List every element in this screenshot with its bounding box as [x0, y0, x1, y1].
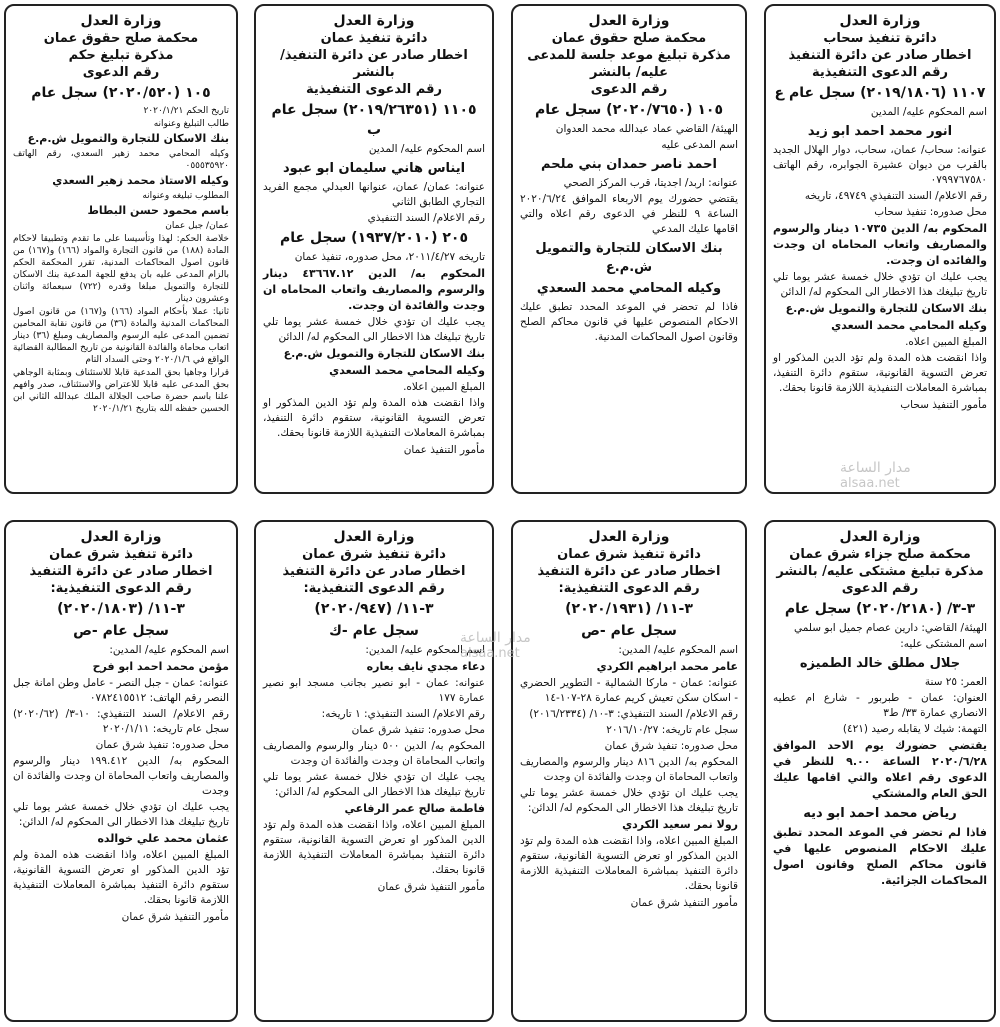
body-text: محل صدوره: تنفيذ شرق عمان [95, 739, 229, 751]
body-text: رقم الاعلام/ السند التنفيذي ٤٩٧٤٩، تاريخه [804, 190, 987, 202]
ministry-title: وزارة العدل [333, 13, 415, 29]
party-name: انور محمد احمد ابو زيد [807, 124, 953, 139]
heading-line: اخطار صادر عن دائرة التنفيذ [788, 48, 972, 63]
small-text: المطلوب تبليغه وعنوانه [142, 191, 229, 201]
body-text: العنوان: عمان - طبربور - شارع ام عطيه الانصاري عمارة ٣٣/ ط٣ [773, 692, 987, 719]
body-text-bold: فاذا لم تحضر في الموعد المحدد تطبق عليك الاحكام المنصوص عليها في قانون محاكم الصلح وقانون اصول المحاكمات الجزائية. [773, 826, 987, 887]
body-text: يجب عليك ان تؤدي خلال خمسة عشر يوما تلي تاريخ تبليغك هذا الاخطار الى المحكوم له/ الدائن [263, 316, 485, 343]
notice-sahab-execution [764, 4, 996, 494]
body-text: يجب عليك ان تؤدي خلال خمسة عشر يوما تلي تاريخ تبليغك هذا الاخطار الى المحكوم له/ الدائن: [13, 801, 229, 828]
body-text: المحكوم به/ الدين ٥٠٠ دينار والرسوم والمصاريف واتعاب المحاماة ان وجدت والفائدة ان وجدت [263, 740, 485, 767]
heading-line: مذكرة تبليغ موعد جلسة للمدعى [527, 48, 731, 63]
body-text: واذا انقضت هذه المدة ولم تؤد الدين المذكور او تعرض التسوية القانونية، ستقوم دائرة التنفيذ، بمباشرة المعاملات التنفيذية اللازمة قانونا بحقك. [263, 397, 485, 439]
heading-line: مذكرة تبليغ مشتكى عليه/ بالنشر [776, 564, 984, 579]
body-text: رقم الاعلام/ السند التنفيذي [367, 212, 485, 224]
heading-line: رقم الدعوى [82, 65, 160, 80]
body-text: العمر: ٢٥ سنة [924, 676, 987, 688]
body-text: فاذا لم تحضر في الموعد المحدد تطبق عليك الاحكام المنصوص عليها في قانون محاكم الصلح وقانون اصول المحاكمات المدنية. [520, 301, 738, 343]
body-text-bold: وكيله المحامي محمد السعدي [329, 364, 485, 377]
watermark-latin: alsaa.net [840, 476, 900, 491]
heading-line: دائرة تنفيذ سحاب [823, 31, 937, 46]
body-text-bold: عثمان محمد علي خوالده [97, 832, 229, 845]
heading-line: دائرة تنفيذ شرق عمان [557, 547, 701, 562]
heading-line: عليه/ بالنشر [590, 65, 668, 80]
watermark-arabic: مدار الساعة [460, 630, 531, 646]
ministry-title: وزارة العدل [333, 529, 415, 545]
heading-line: محكمة صلح جزاء شرق عمان [789, 547, 971, 562]
body-text-bold: فاطمة صالح عمر الرفاعي [344, 802, 485, 815]
body-text: رقم الاعلام/ السند التنفيذي: ١٠-٣/ (٢٠٢٠/٦٢) سجل عام تاريخه: ٢٠٢٠/١/١١ [13, 708, 229, 735]
body-text: يجب عليك ان تؤدي خلال خمسة عشر يوما تلي تاريخ تبليغك هذا الاخطار الى المحكوم له/ الدائن: [520, 787, 738, 814]
body-text: عنوانه: عمان - ماركا الشمالية - التطوير الحضري - اسكان سكن تعيش كريم عمارة ٢٨-١٠٧-١٤ [520, 677, 738, 704]
heading-line: دائرة تنفيذ عمان [320, 31, 428, 46]
body-text: الهيئة/ القاضي: دارين عصام جميل ابو سلمي [793, 622, 987, 634]
signature-line: مأمور التنفيذ عمان [403, 444, 485, 456]
body-text: اسم المحكوم عليه/ المدين: [109, 644, 229, 656]
party-name: احمد ناصر حمدان بني ملحم [541, 157, 717, 172]
body-text-bold: يقتضي حضورك يوم الاحد الموافق ٢٠٢٠/٦/٢٨ الساعة ٩.٠٠ للنظر في الدعوى رقم اعلاه والتي اقامها عليك الحق العام والمشتكي [773, 739, 987, 800]
case-number: سجل عام -ص [73, 623, 169, 639]
body-text-bold: باسم محمود حسن البطاط [87, 204, 229, 217]
heading-line: اخطار صادر عن دائرة التنفيذ [282, 564, 466, 579]
heading-line: رقم الدعوى التنفيذية: [303, 581, 445, 596]
notice-east-amman-execution-1803 [4, 520, 238, 1022]
body-text-bold: وكيله المحامي محمد السعدي [831, 319, 987, 332]
case-number: سجل عام -ك [329, 623, 419, 639]
watermark-latin: alsaa.net [460, 646, 520, 661]
body-text: اسم المحكوم عليه/ المدين [870, 106, 987, 118]
body-text: اسم المحكوم عليه/ المدين: [618, 644, 738, 656]
body-text-bold: رولا نمر سعيد الكردي [622, 818, 738, 831]
body-text: محل صدوره: تنفيذ سحاب [874, 206, 987, 218]
notice-amman-court-session [511, 4, 747, 494]
ministry-title: وزارة العدل [80, 13, 162, 29]
body-text: محل صدوره: تنفيذ شرق عمان [351, 724, 485, 736]
case-number: ٣-١١/ (٢٠٢٠/١٩٣١) [565, 601, 693, 617]
heading-line: دائرة تنفيذ شرق عمان [302, 547, 446, 562]
heading-line: محكمة صلح حقوق عمان [551, 31, 707, 46]
body-text: تاريخه ٢٠١١/٤/٢٧، محل صدوره، تنفيذ عمان [294, 251, 485, 263]
body-text: رقم الاعلام/ السند التنفيذي: ٣-١٠/ (٢٠١٦/٢٣٣٤) [529, 708, 738, 720]
signature-line: مأمور التنفيذ سحاب [900, 399, 987, 411]
body-text: عنوانه: اربد/ اجديتا، قرب المركز الصحي [563, 177, 738, 189]
case-number: ١٠٥ (٢٠٢٠/٥٢٠) سجل عام [31, 85, 211, 101]
body-text: اسم المشتكى عليه: [900, 638, 987, 650]
ministry-title: وزارة العدل [588, 13, 670, 29]
body-text-bold: وكيله الاستاذ محمد زهير السعدي [52, 174, 229, 187]
body-text: عنوانه: عمان - ابو نصير بجانب مسجد ابو نصير عمارة ١٧٧ [263, 677, 485, 704]
party-name: جلال مطلق خالد الطميزه [799, 656, 961, 671]
body-text: واذا انقضت هذه المدة ولم تؤد الدين المذكور او تعرض التسوية القانونية، ستقوم دائرة التنفيذ، بمباشرة المعاملات التنفيذية اللازمة قانونا بحقك. [773, 352, 987, 394]
notice-east-amman-criminal-court [764, 520, 996, 1022]
case-number: ١٠٥ (٢٠٢٠/٧٦٥٠) سجل عام [535, 102, 723, 118]
body-text: عنوانه: عمان/ عمان، عنوانها العبدلي مجمع الفريد التجاري الطابق الثاني [263, 181, 485, 208]
heading-line: محكمة صلح حقوق عمان [43, 31, 199, 46]
party-name: ايناس هاني سليمان ابو عبود [282, 161, 466, 176]
case-number: ٢٠٥ (١٩٣٧/٢٠١٠) سجل عام [280, 230, 468, 246]
heading-line: رقم الدعوى التنفيذية: [558, 581, 700, 596]
notice-amman-judgment [4, 4, 238, 494]
body-text-bold: مؤمن محمد احمد ابو فرح [92, 660, 229, 673]
body-text: يقتضي حضورك يوم الاربعاء الموافق ٢٠٢٠/٦/٢٤ الساعة ٩ للنظر في الدعوى رقم اعلاه والتي اقامها عليك المدعي [520, 193, 738, 235]
ministry-title: وزارة العدل [588, 529, 670, 545]
body-text: اسم المحكوم عليه/ المدين [368, 143, 485, 155]
body-text: عنوانه: عمان - جبل النصر - عامل وطن امانة جبل النصر رقم الهاتف: ٠٧٨٢٤١٥٥١٢ [13, 677, 229, 704]
signature-line: مأمور التنفيذ شرق عمان [630, 897, 738, 909]
heading-line: رقم الدعوى [841, 581, 919, 596]
case-number: ٣-١١/ (٢٠٢٠/١٨٠٣) [57, 601, 185, 617]
body-text-bold: المحكوم به/ الدين ١٠٧٣٥ دينار والرسوم والمصاريف واتعاب المحاماه ان وجدت والفائده ان وجدت. [773, 222, 987, 267]
body-text: اسم المحكوم عليه/ المدين: [365, 644, 485, 656]
body-text: المبلغ المبين اعلاه. [905, 336, 987, 348]
body-text: الهيئة/ القاضي عماد عبدالله محمد العدوان [555, 123, 738, 135]
body-text: المحكوم به/ الدين ١٩٩.٤١٢ دينار والرسوم والمصاريف واتعاب المحاماة ان وجدت والفائدة ان وجدت [13, 755, 229, 797]
body-text: سجل عام تاريخه: ٢٠١٦/١٠/٢٧ [606, 724, 738, 736]
heading-line: مذكرة تبليغ حكم [68, 48, 174, 63]
body-text: المحكوم به/ الدين ٨١٦ دينار والرسوم والمصاريف واتعاب المحاماة ان وجدت والفائدة ان وجدت [520, 756, 738, 783]
heading-line: دائرة تنفيذ شرق عمان [49, 547, 193, 562]
small-text: طالب التبليغ وعنوانه [153, 119, 229, 129]
case-number: ١١٠٥ (٢٠١٩/٢٦٣٥١) سجل عام ب [271, 102, 477, 138]
body-text: المبلغ المبين اعلاه. [403, 381, 485, 393]
heading-line: اخطار صادر عن دائرة التنفيذ/ بالنشر [280, 48, 468, 80]
body-text: المبلغ المبين اعلاه، واذا انقضت هذه المدة ولم تؤد الدين المذكور او تعرض التسوية القانونية، ستقوم دائرة التنفيذ بمباشرة المعاملات التنفيذية اللازمة قانونا بحقك. [13, 849, 229, 906]
ministry-title: وزارة العدل [839, 13, 921, 29]
watermark-arabic: مدار الساعة [840, 460, 911, 476]
body-text: المبلغ المبين اعلاه، واذا انقضت هذه المدة ولم تؤد الدين المذكور او تعرض التسوية القانونية، ستقوم دائرة التنفيذ بمباشرة المعاملات التنفيذية اللازمة قانونا بحقك. [520, 835, 738, 892]
signature-line: مأمور التنفيذ شرق عمان [121, 911, 229, 923]
small-text: قرارا وجاهيا بحق المدعية قابلا للاستئناف وبمثابة الوجاهي بحق المدعى عليه قابلا للاعتراض والاستئناف، صدر وافهم علنا باسم حضرة صاحب الجلالة الملك عبدالله الثاني ابن الحسين حفظه الله بتاريخ ٢٠٢٠/١/٢١ [13, 368, 229, 414]
heading-line: اخطار صادر عن دائرة التنفيذ [29, 564, 213, 579]
party-name: بنك الاسكان للتجارة والتمويل ش.م.ع [535, 241, 723, 275]
party-name: وكيله المحامي محمد السعدي [536, 281, 722, 296]
case-number: ٣-١١/ (٢٠٢٠/٩٤٧) [314, 601, 434, 617]
body-text: رقم الاعلام/ السند التنفيذي: ١ تاريخه: [321, 708, 485, 720]
notice-east-amman-execution-1931 [511, 520, 747, 1022]
small-text: تاريخ الحكم ٢٠٢٠/١/٢١ [143, 106, 229, 116]
heading-line: رقم الدعوى التنفيذية: [50, 581, 192, 596]
body-text: يجب عليك ان تؤدي خلال خمسة عشر يوما تلي تاريخ تبليغك هذا الاخطار الى المحكوم له/ الدائن [773, 271, 987, 298]
notice-east-amman-execution-947 [254, 520, 494, 1022]
ministry-title: وزارة العدل [839, 529, 921, 545]
heading-line: رقم الدعوى [590, 82, 668, 97]
heading-line: رقم الدعوى التنفيذية [306, 82, 442, 97]
body-text-bold: عامر محمد ابراهيم الكردي [596, 660, 738, 673]
heading-line: رقم الدعوى التنفيذية [812, 65, 948, 80]
body-text: المبلغ المبين اعلاه، واذا انقضت هذه المدة ولم تؤد الدين المذكور او تعرض التسوية القانونية، ستقوم دائرة التنفيذ بمباشرة المعاملات التنفيذية اللازمة قانونا بحقك. [263, 819, 485, 876]
body-text-bold: بنك الاسكان للتجارة والتمويل ش.م.ع [27, 132, 229, 145]
ministry-title: وزارة العدل [80, 529, 162, 545]
notice-amman-execution [254, 4, 494, 494]
case-number: ١١٠٧ (٢٠١٩/١٨٠٦) سجل عام ع [774, 85, 986, 101]
body-text: التهمة: شيك لا يقابله رصيد (٤٢١) [842, 723, 987, 735]
body-text-bold: بنك الاسكان للتجارة والتمويل ش.م.ع [283, 347, 485, 360]
small-text: خلاصة الحكم: لهذا وتأسيسا على ما تقدم وتطبيقا لاحكام المادة (١٨٨) من قانون التجارة والمواد (١٦٦) و(١٦٧) من قانون اصول المحاكمات المدنية، تقرر المحكمة الحكم بالزام المدعى عليه بان يدفع للجهة المدعية بنك الاسكان للتجارة والتمويل مبلغا وقدره (٧٢٢) سبعمائة واثنان وعشرون دينار [13, 234, 230, 304]
body-text: يجب عليك ان تؤدي خلال خمسة عشر يوما تلي تاريخ تبليغك هذا الاخطار الى المحكوم له/ الدائن: [263, 771, 485, 798]
signature-line: مأمور التنفيذ شرق عمان [377, 881, 485, 893]
body-text: محل صدوره: تنفيذ شرق عمان [604, 740, 738, 752]
body-text-bold: بنك الاسكان للتجارة والتمويل ش.م.ع [785, 302, 987, 315]
body-text: اسم المدعى عليه [661, 139, 738, 151]
small-text: وكيله المحامي محمد زهير السعدي، رقم الهاتف ٠٥٥٥٣٥٩٢٠ [13, 149, 229, 171]
body-text-bold: المحكوم به/ الدين ٤٣٦٦٧.١٢ دينار والرسوم والمصاريف واتعاب المحاماه ان وجدت والفائدة ان وجدت. [263, 267, 486, 312]
case-number: سجل عام -ص [581, 623, 677, 639]
body-text-bold: دعاء مجدي نايف بعاره [366, 660, 485, 673]
small-text: عمان/ جبل عمان [165, 221, 229, 231]
case-number: ٣-٣/ (٢٠٢٠/٢١٨٠) سجل عام [784, 601, 976, 617]
small-text: ثانيا: عملا بأحكام المواد (١٦٦) و(١٦٧) من قانون اصول المحاكمات المدنية والمادة (٣٦) من قانون نقابة المحامين تضمين المدعى عليه الرسوم والمصاريف ومبلغ (٣٦) دينار اتعاب محاماة والفائدة القانونية من تاريخ المطالبة القضائية الواقع في ٢٠٢٠/١/٦ وحتى السداد التام [13, 307, 230, 365]
body-text: عنوانه: سحاب/ عمان، سحاب، دوار الهلال الجديد بالقرب من ديوان عشيرة الجوابره، رقم الهاتف ٠٧٩٩٧٦٧٥٨٠ [773, 144, 987, 186]
heading-line: اخطار صادر عن دائرة التنفيذ [537, 564, 721, 579]
party-name: رياض محمد احمد ابو ديه [803, 806, 957, 821]
